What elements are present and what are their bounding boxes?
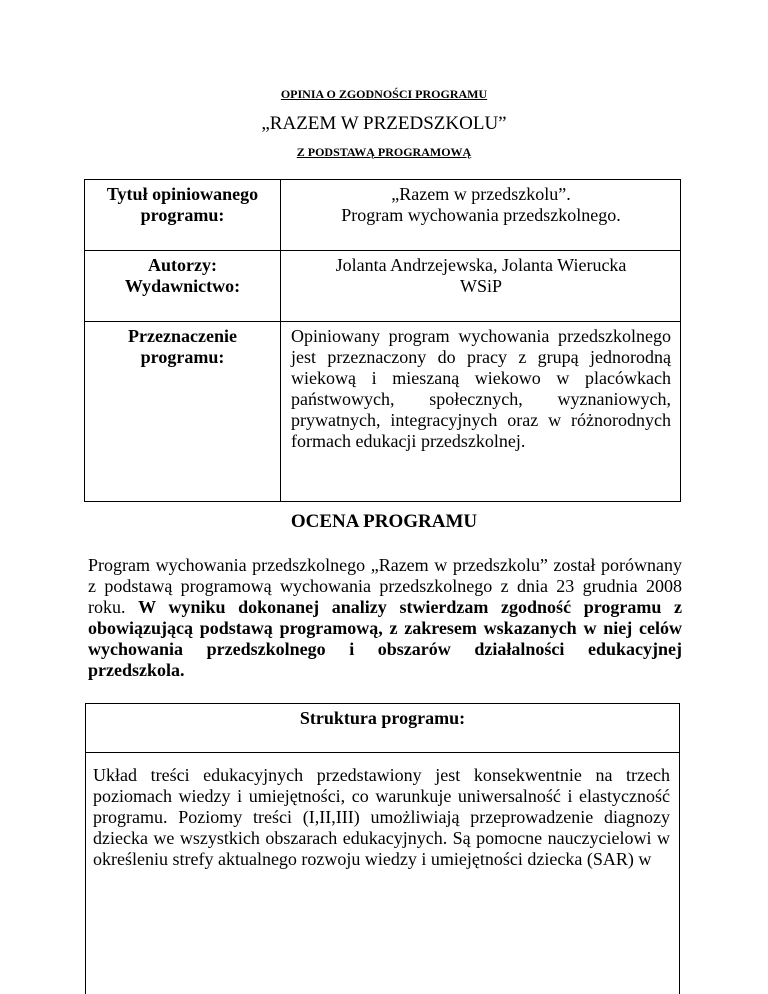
doc-heading-program-name: „RAZEM W PRZEDSZKOLU” (261, 113, 507, 134)
evaluation-conclusion: W wyniku dokonanej analizy stwierdzam zgodność programu z obowiązującą podstawą programową, z zakresem wskazanych w niej celów wychowania przedszkolnego i obszarów działalności edukacyjnej przedszkola. (88, 597, 682, 680)
authors-label: Autorzy: (148, 255, 217, 275)
authors-value: Jolanta Andrzejewska, Jolanta Wierucka (335, 255, 627, 275)
structure-box (85, 703, 680, 994)
purpose-label: Przeznaczenie programu: (128, 326, 237, 367)
structure-text: Układ treści edukacyjnych przedstawiony jest konsekwentnie na trzech poziomach wiedzy i umiejętności, co warunkuje uniwersalność i elastyczność programu. Poziomy treści (I,II,III) umożliwiają przeprowadzenie diagnozy dziecka we wszystkich obszarach edukacyjnych. Są pomocne nauczycielowi w określeniu strefy aktualnego rozwoju wiedzy i umiejętności dziecka (SAR) w (93, 765, 670, 869)
table-row (85, 180, 681, 251)
title-label: Tytuł opiniowanego programu: (106, 184, 259, 225)
purpose-value-cell (281, 322, 681, 502)
title-value-line1: „Razem w przedszkolu”. (391, 184, 571, 204)
evaluation-paragraph (88, 555, 682, 681)
evaluation-heading: OCENA PROGRAMU (290, 511, 478, 532)
table-row (85, 322, 681, 502)
structure-heading: Struktura programu: (86, 704, 679, 753)
doc-heading-curriculum: Z PODSTAWĄ PROGRAMOWĄ (296, 145, 472, 159)
evaluation-text: Program wychowania przedszkolnego „Razem w przedszkolu” został porównany z podstawą programową wychowania przedszkolnego z dnia 23 grudnia 2008 roku. (88, 555, 682, 617)
authors-value-cell (281, 251, 681, 322)
purpose-value: Opiniowany program wychowania przedszkolnego jest przeznaczony do pracy z grupą jednorodną wiekową i mieszaną wiekowo w placówkach państwowych, społecznych, wyznaniowych, prywatnych, integracyjnych oraz w różnorodnych formach edukacji przedszkolnej. (291, 326, 671, 451)
authors-label-cell (85, 251, 281, 322)
table-row (85, 251, 681, 322)
title-value-line2: Program wychowania przedszkolnego. (341, 205, 621, 225)
publisher-label: Wydawnictwo: (124, 276, 241, 296)
title-label-cell (85, 180, 281, 251)
title-value-cell (281, 180, 681, 251)
program-info-table (84, 179, 681, 502)
doc-heading-opinion: OPINIA O ZGODNOŚCI PROGRAMU (280, 87, 488, 101)
publisher-value: WSiP (459, 276, 502, 296)
purpose-label-cell (85, 322, 281, 502)
